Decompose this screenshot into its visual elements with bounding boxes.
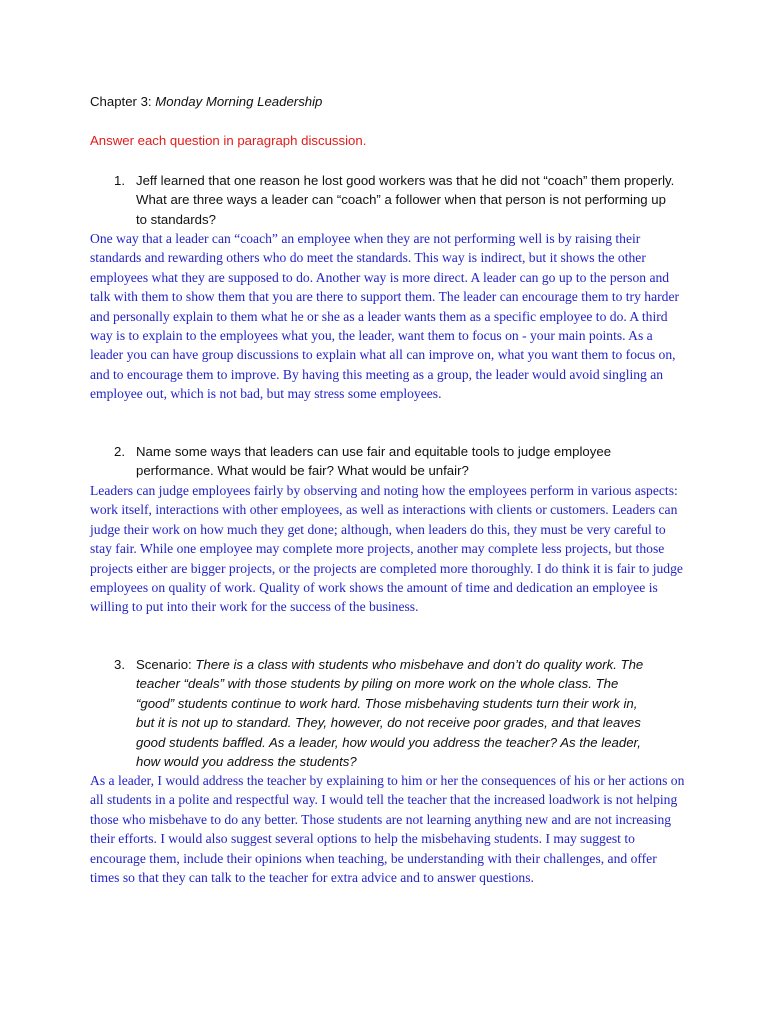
question-text: [136, 655, 656, 771]
question-text: Jeff learned that one reason he lost good workers was that he did not “coach” them properly. What are three ways a leader can “coach” a follower when that person is not performing up to standards?: [136, 173, 675, 227]
answer-1: One way that a leader can “coach” an employee when they are not performing well is by raising their standards and rewarding others who do meet the standards. This way is indirect, but it shows the other employees what they are supposed to do. Another way is more direct. A leader can go up to the person and talk with them to show them that you are there to support them. The leader can encourage them to try harder and personally explain to them what he or she as a leader wants them as a specific employee to do. A third way is to explain to the employees what you, the leader, want them to focus on - your main points. As a leader you can have group discussions to explain what all can improve on, what you want them to focus on, and to encourage them to improve. By having this meeting as a group, the leader would avoid singling an employee out, which is not bad, but may stress some employees.: [90, 231, 679, 402]
instruction-text: Answer each question in paragraph discussion.: [90, 133, 367, 148]
scenario-label: Scenario:: [136, 657, 196, 672]
chapter-prefix: Chapter 3:: [90, 94, 156, 109]
question-2: [90, 442, 690, 481]
answer-2: Leaders can judge employees fairly by observing and noting how the employees perform in various aspects: work itself, interactions with other employees, as well as interactions with clients or customers. Leaders can judge their work on how much they get done; although, when leaders do this, they must be very careful to stay fair. While one employee may complete more projects, another may complete less projects, but those projects either are bigger projects, or the projects are completed more thoroughly. I do think it is fair to judge employees on quality of work. Quality of work shows the amount of time and dedication an employee is willing to put into their work for the success of the business.: [90, 483, 683, 615]
question-number: 1.: [114, 173, 125, 188]
chapter-heading: [90, 94, 322, 109]
chapter-title: Monday Morning Leadership: [155, 94, 323, 109]
question-number: 2.: [114, 444, 125, 459]
question-1: [90, 171, 690, 229]
question-number: 3.: [114, 657, 125, 672]
scenario-text: There is a class with students who misbehave and don’t do quality work. The teacher “deals” with those students by piling on more work on the whole class. The “good” students continue to work hard. Those misbehaving students turn their work in, but it is not up to standard. They, however, do not receive poor grades, and that leaves good students baffled. As a leader, how would you address the teacher? As the leader, how would you address the students?: [136, 657, 644, 770]
question-text: Name some ways that leaders can use fair and equitable tools to judge employee performance. What would be fair? What would be unfair?: [136, 444, 612, 479]
question-3: [90, 655, 690, 771]
answer-3: As a leader, I would address the teacher by explaining to him or her the consequences of his or her actions on all students in a polite and respectful way. I would tell the teacher that the increased loadwork is not helping those who misbehave to do any better. Those students are not learning anything new and are not increasing their efforts. I would also suggest several options to help the misbehaving students. I may suggest to encourage them, include their opinions when teaching, be understanding with their challenges, and offer times so that they can talk to the teacher for extra advice and to answer questions.: [90, 773, 685, 886]
